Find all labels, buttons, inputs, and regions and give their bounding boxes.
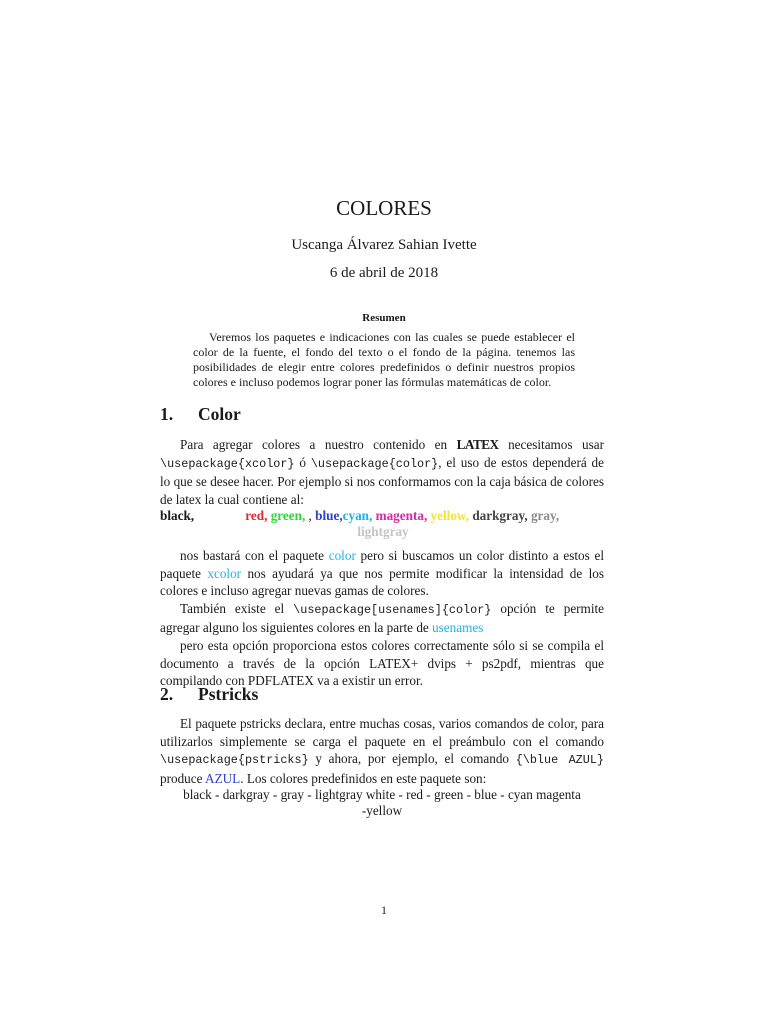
section1-paragraph-1 [160,436,604,508]
text-run: Para agregar colores a nuestro contenido en [180,437,457,452]
section-number: 2. [160,684,174,704]
color-yellow: yellow, [430,508,470,523]
section-title: Color [198,404,241,424]
text-run: . Los colores predefinidos en este paquete son: [240,770,487,786]
latex-logo: LATEX [456,437,499,452]
color-red: red, [245,508,268,523]
text-run: y ahora, por ejemplo, el comando [308,751,516,767]
color-black: black, [160,508,195,523]
text-run: ó [294,454,311,470]
text-run: opción te permite agregar alguno los siguientes colores en la parte de [160,600,604,636]
text-run: pero si buscamos un color distinto a estos el paquete [160,548,604,581]
abstract-text: Veremos los paquetes e indicaciones con las cuales se puede establecer el color de la fuente, el fondo del texto o el fondo de la página. tenemos las posibilidades de elegir entre colores predefinidos o definir nuestros propios colores e incluso podemos lograr poner las fórmulas matemáticas de color. [193,330,575,389]
document-date: 6 de abril de 2018 [329,265,439,281]
section-heading-color [160,404,241,425]
document-author: Uscanga Álvarez Sahian Ivette [291,237,477,253]
color-separator: , [308,508,312,523]
code-usenames: \usepackage[usenames]{color} [293,602,492,617]
word-usenames-cyan: usenames [432,620,484,636]
code-pstricks: \usepackage{pstricks} [160,753,309,768]
word-azul-blue: AZUL [205,770,241,786]
word-color-cyan: color [328,548,356,563]
section1-paragraph-4: pero esta opción proporciona estos colores correctamente sólo si se compila el documento a través de la opción LATEX+ dvips + ps2pdf, mientras que compilando con PDFLATEX va a existir un error. [160,637,604,689]
text-run: nos ayudará ya que nos permite modificar la intensidad de los colores e incluso agregar nuevas gamas de colores. [160,565,604,599]
color-darkgray: darkgray, [472,508,528,523]
text-run: necesitamos usar [498,437,605,452]
code-blue-azul: {\blue AZUL} [515,753,605,768]
section-number: 1. [160,404,174,424]
section-heading-pstricks [160,684,258,705]
word-xcolor-cyan: xcolor [207,565,242,581]
text-run: , el uso de estos dependerá de lo que se desee hacer. Por ejemplo si nos conformamos con la caja básica de colores de latex la cual contiene al: [160,454,604,507]
document-title: COLORES [336,196,432,220]
color-gray: gray, [530,508,560,523]
page-number: 1 [381,903,387,917]
color-list [160,508,604,540]
abstract-body [193,330,575,390]
pstricks-list-line-2: -yellow [361,803,403,818]
color-cyan: cyan, [342,508,373,523]
abstract-heading: Resumen [362,312,406,324]
code-color: \usepackage{color} [310,456,439,471]
color-magenta: magenta, [375,508,428,523]
pstricks-color-list [160,787,604,819]
color-green: green, [270,508,306,523]
text-run: produce [160,770,206,786]
text-run: El paquete pstricks declara, entre muchas cosas, varios comandos de color, para utilizarlos simplemente se carga el paquete en el preámbulo con el comando [160,716,604,749]
code-xcolor: \usepackage{xcolor} [160,456,295,471]
text-run: nos bastará con el paquete [180,548,329,563]
color-blue: blue, [315,508,343,523]
text-run: También existe el [180,600,294,616]
section1-paragraph-2 [160,547,604,690]
section2-paragraph-1 [160,715,604,787]
section-title: Pstricks [198,684,259,704]
pstricks-list-line-1: black - darkgray - gray - lightgray white - red - green - blue - cyan magenta [183,787,581,802]
color-lightgray: lightgray [357,524,409,539]
